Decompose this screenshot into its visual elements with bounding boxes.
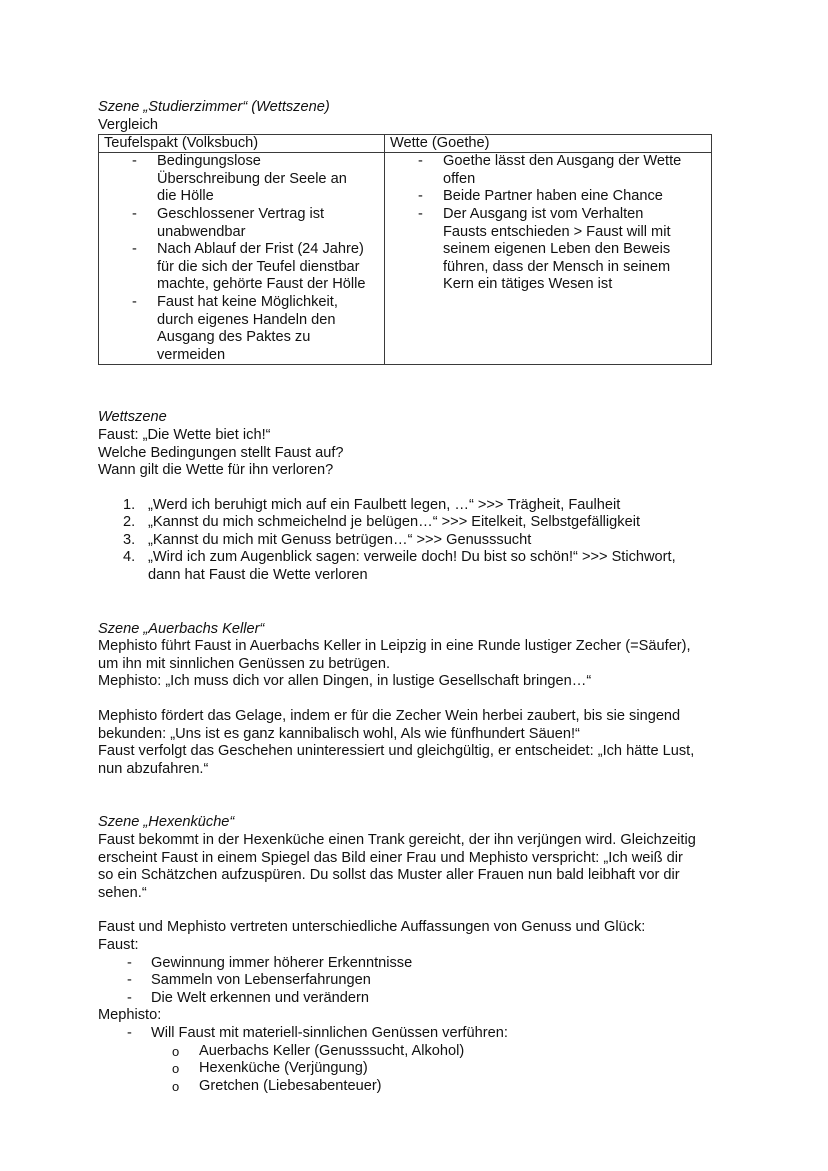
section-auerbachs-keller	[98, 621, 738, 779]
list-number: 4.	[123, 549, 136, 566]
dash-bullet-icon: -	[127, 954, 132, 971]
wette-list	[390, 153, 711, 294]
list-item-line: Kern ein tätiges Wesen ist	[443, 276, 613, 293]
list-item-line: „Kannst du mich schmeichelnd je belügen…“ >>> Eitelkeit, Selbstgefälligkeit	[148, 514, 640, 531]
text-line: Mephisto fördert das Gelage, indem er für die Zecher Wein herbei zaubert, bis sie singend	[98, 708, 681, 725]
list-item	[390, 206, 711, 294]
text-line: so ein Schätzchen aufzuspüren. Du sollst das Muster aller Frauen nun bald leibhaft vor dir	[98, 867, 680, 884]
list-item-line: unabwendbar	[157, 223, 246, 240]
document-page	[98, 99, 738, 1095]
list-item-line: Der Ausgang ist vom Verhalten	[443, 205, 644, 222]
section-heading-hexenkueche: Szene „Hexenküche“	[98, 814, 235, 831]
dash-bullet-icon: -	[418, 153, 423, 170]
list-number: 2.	[123, 514, 136, 531]
subheading-vergleich: Vergleich	[98, 116, 159, 133]
list-item-line: vermeiden	[157, 346, 226, 363]
text-line: bekunden: „Uns ist es ganz kannibalisch wohl, Als wie fünfhundert Säuen!“	[98, 725, 580, 742]
faust-list	[98, 955, 738, 1008]
list-item-line: die Hölle	[157, 188, 214, 205]
conditions-list	[98, 497, 738, 585]
list-item-line: Bedingungslose	[157, 153, 261, 170]
list-item-line: Beide Partner haben eine Chance	[443, 188, 663, 205]
list-item	[104, 241, 384, 294]
section-hexenkueche	[98, 814, 738, 1095]
list-item-line: seinem eigenen Leben den Beweis	[443, 241, 671, 258]
list-item-line: machte, gehörte Faust der Hölle	[157, 276, 366, 293]
circle-bullet-icon: o	[172, 1061, 180, 1077]
text-line: nun abzufahren.“	[98, 760, 209, 777]
section-heading-studierzimmer: Szene „Studierzimmer“ (Wettszene)	[98, 99, 330, 115]
list-item-line: Will Faust mit materiell-sinnlichen Genüssen verführen:	[151, 1024, 508, 1041]
list-item-line: „Werd ich beruhigt mich auf ein Faulbett legen, …“ >>> Trägheit, Faulheit	[148, 496, 621, 513]
list-item-line: Fausts entschieden > Faust will mit	[443, 223, 671, 240]
list-item	[104, 206, 384, 241]
text-line: Faust: „Die Wette biet ich!“	[98, 426, 271, 443]
list-item-line: offen	[443, 170, 476, 187]
section-wettszene	[98, 409, 738, 584]
list-item	[98, 532, 738, 550]
list-item-line: Überschreibung der Seele an	[157, 170, 347, 187]
list-item	[98, 1043, 738, 1061]
table-cell-wette	[385, 153, 712, 365]
dash-bullet-icon: -	[127, 1024, 132, 1041]
list-item	[104, 294, 384, 364]
text-line: sehen.“	[98, 884, 147, 901]
text-line: Mephisto: „Ich muss dich vor allen Dingen, in lustige Gesellschaft bringen…“	[98, 673, 592, 690]
circle-bullet-icon: o	[172, 1078, 180, 1094]
dash-bullet-icon: -	[127, 972, 132, 989]
mephisto-sublist	[98, 1043, 738, 1096]
text-line: Mephisto führt Faust in Auerbachs Keller in Leipzig in eine Runde lustiger Zecher (=Säufer),	[98, 638, 691, 655]
list-item	[98, 514, 738, 532]
list-item-line: Auerbachs Keller (Genusssucht, Alkohol)	[199, 1042, 465, 1059]
section-heading-auerbachs-keller: Szene „Auerbachs Keller“	[98, 620, 265, 637]
list-item	[98, 955, 738, 973]
dash-bullet-icon: -	[127, 989, 132, 1006]
list-item-line: Ausgang des Paktes zu	[157, 329, 311, 346]
circle-bullet-icon: o	[172, 1043, 180, 1059]
list-number: 3.	[123, 531, 136, 548]
text-line: Faust verfolgt das Geschehen uninteressiert und gleichgültig, er entscheidet: „Ich hätte Lust,	[98, 743, 695, 760]
list-item	[390, 188, 711, 206]
dash-bullet-icon: -	[132, 205, 137, 222]
list-item-line: Geschlossener Vertrag ist	[157, 205, 325, 222]
table-header-wette: Wette (Goethe)	[385, 135, 712, 153]
list-item-line: Goethe lässt den Ausgang der Wette	[443, 153, 682, 170]
teufelspakt-list	[104, 153, 384, 364]
dash-bullet-icon: -	[132, 293, 137, 310]
list-item-line: Hexenküche (Verjüngung)	[199, 1060, 368, 1077]
list-item-line: „Kannst du mich mit Genuss betrügen…“ >>> Genusssucht	[148, 531, 532, 548]
section-heading-wettszene: Wettszene	[98, 409, 167, 426]
list-item-line: durch eigenes Handeln den	[157, 311, 336, 328]
list-item-line: Nach Ablauf der Frist (24 Jahre)	[157, 241, 364, 258]
table-row	[99, 153, 712, 365]
faust-label: Faust:	[98, 936, 139, 953]
dash-bullet-icon: -	[132, 153, 137, 170]
list-item-line: führen, dass der Mensch in seinem	[443, 258, 671, 275]
dash-bullet-icon: -	[418, 188, 423, 205]
mephisto-list	[98, 1025, 738, 1043]
section-studierzimmer	[98, 99, 738, 365]
text-line: Faust und Mephisto vertreten unterschiedliche Auffassungen von Genuss und Glück:	[98, 919, 646, 936]
list-item	[98, 1025, 738, 1043]
list-item	[104, 153, 384, 206]
list-item-line: Die Welt erkennen und verändern	[151, 989, 369, 1006]
text-line: um ihn mit sinnlichen Genüssen zu betrügen.	[98, 655, 391, 672]
list-item	[98, 1078, 738, 1096]
list-item	[98, 990, 738, 1008]
table-header-row	[99, 135, 712, 153]
list-item-line: Gewinnung immer höherer Erkenntnisse	[151, 954, 413, 971]
list-item-line: Faust hat keine Möglichkeit,	[157, 293, 338, 310]
mephisto-label: Mephisto:	[98, 1007, 162, 1024]
comparison-table	[98, 134, 712, 365]
text-line: erscheint Faust in einem Spiegel das Bild einer Frau und Mephisto verspricht: „Ich weiß dir	[98, 849, 683, 866]
list-item-line: für die sich der Teufel dienstbar	[157, 258, 360, 275]
list-item	[98, 497, 738, 515]
dash-bullet-icon: -	[418, 205, 423, 222]
list-item-line: „Wird ich zum Augenblick sagen: verweile doch! Du bist so schön!“ >>> Stichwort,	[148, 549, 676, 566]
list-item-line: Sammeln von Lebenserfahrungen	[151, 972, 371, 989]
list-item	[98, 549, 738, 584]
table-cell-teufelspakt	[99, 153, 385, 365]
list-item	[98, 1060, 738, 1078]
text-line: Wann gilt die Wette für ihn verloren?	[98, 462, 334, 479]
list-item-line: Gretchen (Liebesabenteuer)	[199, 1077, 382, 1094]
list-item	[98, 972, 738, 990]
dash-bullet-icon: -	[132, 241, 137, 258]
list-item	[390, 153, 711, 188]
text-line: Faust bekommt in der Hexenküche einen Trank gereicht, der ihn verjüngen wird. Gleichzeitig	[98, 832, 696, 848]
text-line: Welche Bedingungen stellt Faust auf?	[98, 444, 344, 461]
list-item-line: dann hat Faust die Wette verloren	[148, 567, 368, 584]
list-number: 1.	[123, 496, 136, 513]
table-header-teufelspakt: Teufelspakt (Volksbuch)	[99, 135, 385, 153]
